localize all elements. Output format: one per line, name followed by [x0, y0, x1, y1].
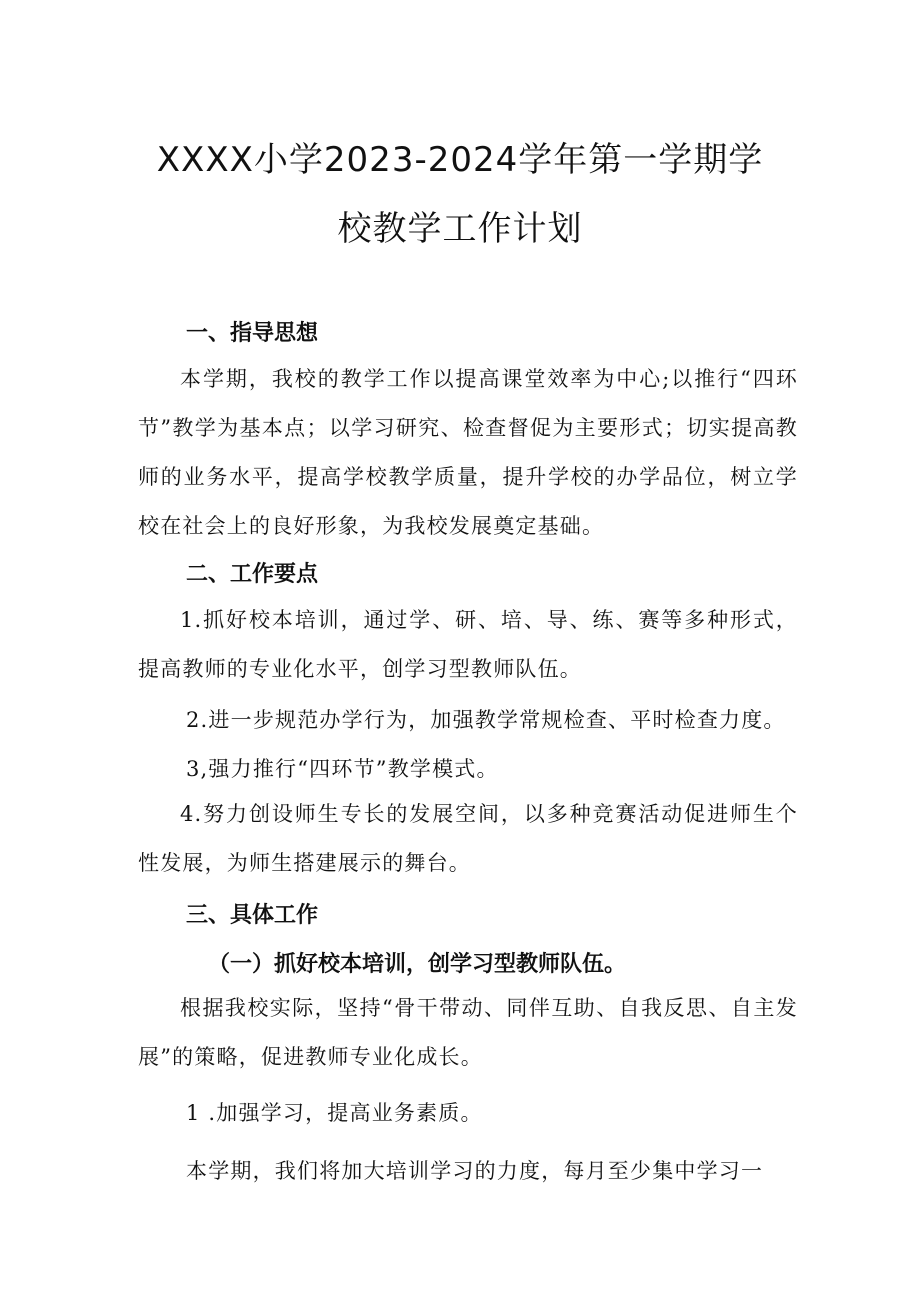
- document-title-line2: 校教学工作计划: [337, 209, 583, 249]
- section-heading-work-points: 二、工作要点: [186, 562, 319, 587]
- specific-item-1-paragraph: 本学期，我们将加大培训学习的力度，每月至少集中学习一: [186, 1159, 764, 1183]
- specific-item-1: 1 .加强学习，提高业务素质。: [186, 1101, 483, 1125]
- work-point-2: 2.进一步规范办学行为，加强教学常规检查、平时检查力度。: [186, 708, 786, 732]
- section-heading-specific-work: 三、具体工作: [186, 903, 319, 928]
- work-point-1: 1.抓好校本培训，通过学、研、培、导、练、赛等多种形式，提高教师的专业化水平，创学习型教师队伍。: [138, 608, 798, 681]
- work-point-4: 4.努力创设师生专长的发展空间，以多种竞赛活动促进师生个性发展，为师生搭建展示的舞台。: [138, 802, 798, 875]
- school-training-paragraph: 根据我校实际，坚持“骨干带动、同伴互助、自我反思、自主发展”的策略，促进教师专业化成长。: [138, 996, 798, 1069]
- section-heading-guiding-ideology: 一、指导思想: [186, 321, 319, 346]
- guiding-ideology-paragraph: 本学期，我校的教学工作以提高课堂效率为中心;以推行“四环节”教学为基本点；以学习研究、检查督促为主要形式；切实提高教师的业务水平，提高学校教学质量，提升学校的办学品位，树立学校在社会上的良好形象，为我校发展奠定基础。: [138, 367, 798, 538]
- document-title-line1: XXXX小学2023-2024学年第一学期学: [156, 140, 764, 180]
- work-point-3: 3,强力推行“四环节”教学模式。: [186, 757, 499, 781]
- subsection-heading-school-training: （一）抓好校本培训，创学习型教师队伍。: [208, 952, 627, 977]
